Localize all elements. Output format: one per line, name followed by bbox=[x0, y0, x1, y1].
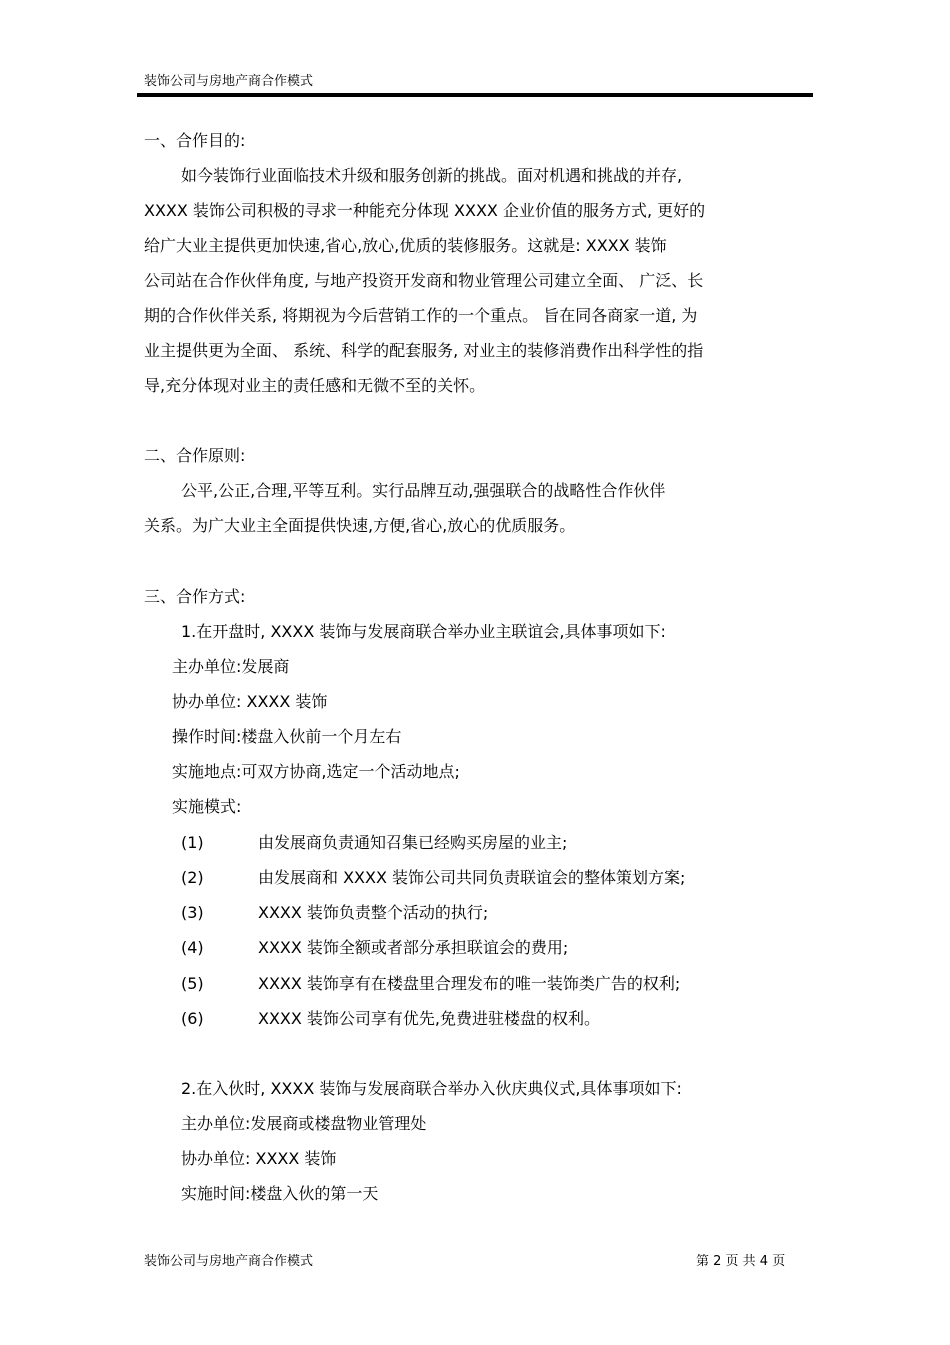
step-number: (6) bbox=[181, 1009, 204, 1028]
step-text: XXXX 装饰负责整个活动的执行; bbox=[258, 903, 489, 922]
step-number: (2) bbox=[181, 868, 204, 887]
step-number: (4) bbox=[181, 938, 204, 957]
step-text: XXXX 装饰公司享有优先,免费进驻楼盘的权利。 bbox=[258, 1009, 601, 1028]
paragraph-line: 关系。为广大业主全面提供快速,方便,省心,放心的优质服务。 bbox=[144, 516, 576, 535]
step-number: (1) bbox=[181, 833, 204, 852]
detail-field: 协办单位: XXXX 装饰 bbox=[181, 1149, 337, 1168]
paragraph-line: 公平,公正,合理,平等互利。实行品牌互动,强强联合的战略性合作伙伴 bbox=[181, 481, 666, 500]
detail-field: 主办单位:发展商或楼盘物业管理处 bbox=[181, 1114, 427, 1133]
detail-field: 主办单位:发展商 bbox=[172, 657, 290, 676]
step-text: 由发展商和 XXXX 装饰公司共同负责联谊会的整体策划方案; bbox=[258, 868, 686, 887]
step-text: XXXX 装饰全额或者部分承担联谊会的费用; bbox=[258, 938, 569, 957]
detail-field: 协办单位: XXXX 装饰 bbox=[172, 692, 328, 711]
paragraph-line: 如今装饰行业面临技术升级和服务创新的挑战。面对机遇和挑战的并存, bbox=[181, 166, 683, 185]
footer-title: 装饰公司与房地产商合作模式 bbox=[144, 1254, 314, 1269]
section-heading: 二、合作原则: bbox=[144, 446, 246, 465]
paragraph-line: 导,充分体现对业主的责任感和无微不至的关怀。 bbox=[144, 376, 486, 395]
paragraph-line: 公司站在合作伙伴角度, 与地产投资开发商和物业管理公司建立全面、 广泛、长 bbox=[144, 271, 704, 290]
section-heading: 一、合作目的: bbox=[144, 131, 246, 150]
step-text: XXXX 装饰享有在楼盘里合理发布的唯一装饰类广告的权利; bbox=[258, 974, 681, 993]
detail-field: 操作时间:楼盘入伙前一个月左右 bbox=[172, 727, 402, 746]
detail-field: 实施地点:可双方协商,选定一个活动地点; bbox=[172, 762, 460, 781]
item-title: 1.在开盘时, XXXX 装饰与发展商联合举办业主联谊会,具体事项如下: bbox=[181, 622, 666, 641]
page-number: 第 2 页 共 4 页 bbox=[696, 1254, 786, 1269]
item-title: 2.在入伙时, XXXX 装饰与发展商联合举办入伙庆典仪式,具体事项如下: bbox=[181, 1079, 682, 1098]
section-heading: 三、合作方式: bbox=[144, 587, 246, 606]
paragraph-line: XXXX 装饰公司积极的寻求一种能充分体现 XXXX 企业价值的服务方式, 更好的 bbox=[144, 201, 706, 220]
step-number: (5) bbox=[181, 974, 204, 993]
detail-field: 实施时间:楼盘入伙的第一天 bbox=[181, 1184, 379, 1203]
header-title: 装饰公司与房地产商合作模式 bbox=[144, 74, 314, 89]
step-number: (3) bbox=[181, 903, 204, 922]
detail-field: 实施模式: bbox=[172, 797, 242, 816]
step-text: 由发展商负责通知召集已经购买房屋的业主; bbox=[258, 833, 568, 852]
header-rule bbox=[137, 93, 813, 97]
paragraph-line: 给广大业主提供更加快速,省心,放心,优质的装修服务。这就是: XXXX 装饰 bbox=[144, 236, 667, 255]
paragraph-line: 期的合作伙伴关系, 将期视为今后营销工作的一个重点。 旨在同各商家一道, 为 bbox=[144, 306, 698, 325]
paragraph-line: 业主提供更为全面、 系统、科学的配套服务, 对业主的装修消费作出科学性的指 bbox=[144, 341, 704, 360]
